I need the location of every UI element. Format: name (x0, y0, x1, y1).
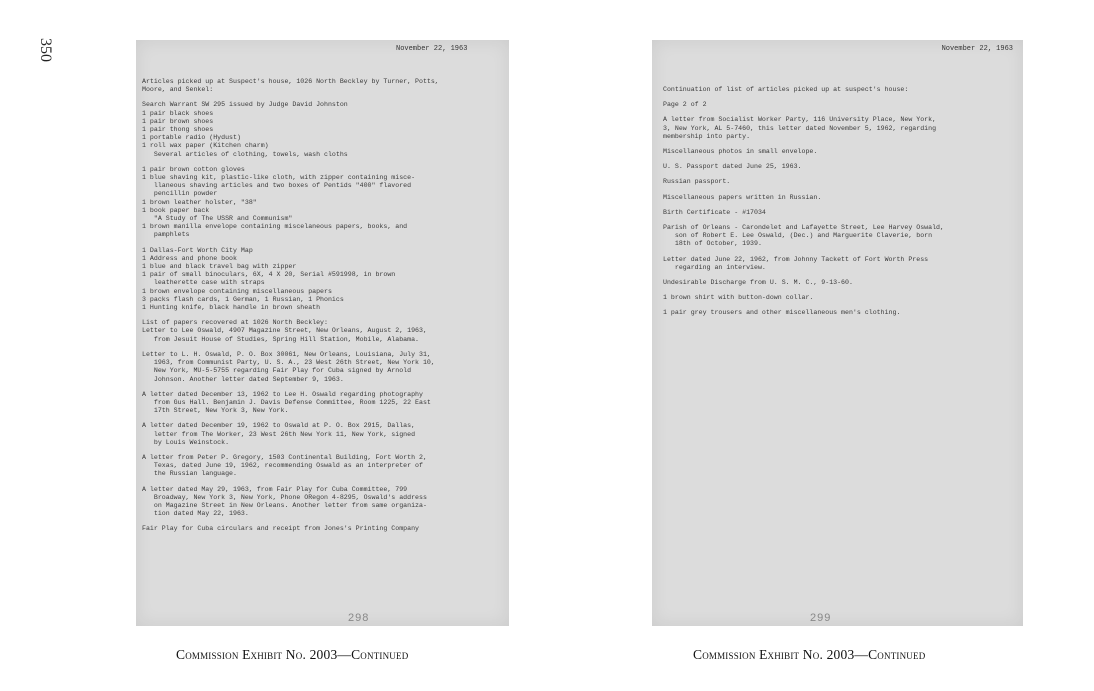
document-body (663, 86, 1018, 325)
document-paragraph: Russian passport. (663, 178, 731, 186)
document-paragraph: Birth Certificate - #17034 (663, 208, 766, 216)
document-body (142, 78, 507, 541)
page-stamp-number: 299 (810, 612, 832, 624)
document-paragraph: Search Warrant SW 295 issued by Judge David Johnston 1 pair black shoes 1 pair brown shoes 1 pair thong shoes 1 portable radio (Hydust) 1 roll wax paper (Kitchen charm) Several articles of clothing, towels, wash cloths (142, 101, 348, 158)
document-paragraph: A letter from Peter P. Gregory, 1503 Continental Building, Fort Worth 2, Texas, dated June 19, 1962, recommending Oswald as an interpreter of the Russian language. (142, 453, 427, 478)
exhibit-caption: Commission Exhibit No. 2003—Continued (176, 647, 409, 662)
document-paragraph: Fair Play for Cuba circulars and receipt from Jones's Printing Company (142, 525, 419, 533)
document-paragraph: Continuation of list of articles picked up at suspect's house: (663, 86, 909, 93)
document-paragraph: Miscellaneous papers written in Russian. (663, 193, 822, 201)
document-paragraph: Letter to L. H. Oswald, P. O. Box 30061, New Orleans, Louisiana, July 31, 1963, from Communist Party, U. S. A., 23 West 26th Street, New York 10, New York, MU-5-5755 regarding Fair Play for Cuba signed by Arnold Johnson. Another letter dated September 9, 1963. (142, 350, 435, 383)
document-paragraph: A letter dated December 19, 1962 to Oswald at P. O. Box 2915, Dallas, letter from The Worker, 23 West 26th New York 11, New York, signed by Louis Weinstock. (142, 422, 416, 446)
document-paragraph: U. S. Passport dated June 25, 1963. (663, 163, 802, 171)
exhibit-caption: Commission Exhibit No. 2003—Continued (693, 647, 926, 662)
document-paragraph: List of papers recovered at 1026 North Beckley: Letter to Lee Oswald, 4907 Magazine Street, New Orleans, August 2, 1963, from Jesuit House of Studies, Spring Hill Station, Mobile, Alabama. (142, 319, 427, 343)
document-paragraph: 1 pair brown cotton gloves 1 blue shaving kit, plastic-like cloth, with zipper containing misce- llaneous shaving articles and two boxes of Pentids "400" flavored pencillin powder 1 brown leather holster, "38" 1 book paper back "A Study of The USSR and Communism" 1 brown manilla envelope containing miscelaneous papers, books, and pamphlets (142, 165, 416, 239)
document-paragraph: A letter dated May 29, 1963, from Fair Play for Cuba Committee, 799 Broadway, New York 3, New York, Phone ORegon 4-8295, Oswald's address on Magazine Street in New Orleans. Another letter from same organiza- tion dated May 22, 1963. (142, 485, 427, 518)
document-paragraph: A letter dated December 13, 1962 to Lee H. Oswald regarding photography from Gus Hall. Benjamin J. Davis Defense Committee, Room 1225, 22 East 17th Street, New York 3, New York. (142, 390, 431, 415)
document-page-right (652, 40, 1023, 626)
document-paragraph: Articles picked up at Suspect's house, 1026 North Beckley by Turner, Potts, Moore, and Senkel: (142, 78, 439, 94)
page-number: 350 (37, 38, 54, 62)
document-paragraph: 1 pair grey trousers and other miscellaneous men's clothing. (663, 309, 901, 317)
document-paragraph: 1 brown shirt with button-down collar. (663, 294, 814, 302)
document-paragraph: Letter dated June 22, 1962, from Johnny Tackett of Fort Worth Press regarding an interview. (663, 255, 929, 271)
document-paragraph: A letter from Socialist Worker Party, 116 University Place, New York, 3, New York, AL 5-7460, this letter dated November 5, 1962, regarding membership into party. (663, 116, 937, 140)
page-stamp-number: 298 (348, 612, 370, 624)
document-paragraph: Undesirable Discharge from U. S. M. C., 9-13-60. (663, 279, 853, 287)
document-date: November 22, 1963 (396, 45, 468, 53)
document-paragraph: 1 Dallas-Fort Worth City Map 1 Address and phone book 1 blue and black travel bag with zipper 1 pair of small binoculars, 6X, 4 X 20, Serial #591998, in brown leatherette case with straps 1 brown envelope containing miscellaneous papers 3 packs flash cards, 1 German, 1 Russian, 1 Phonics 1 Hunting knife, black handle in brown sheath (142, 246, 396, 312)
document-date: November 22, 1963 (941, 45, 1013, 53)
document-paragraph: Miscellaneous photos in small envelope. (663, 148, 818, 156)
document-paragraph: Parish of Orleans - Carondelet and Lafayette Street, Lee Harvey Oswald, son of Robert E. Lee Oswald, (Dec.) and Marguerite Claverie, born 18th of October, 1939. (663, 224, 944, 248)
document-paragraph: Page 2 of 2 (663, 101, 707, 109)
document-page-left (136, 40, 509, 626)
